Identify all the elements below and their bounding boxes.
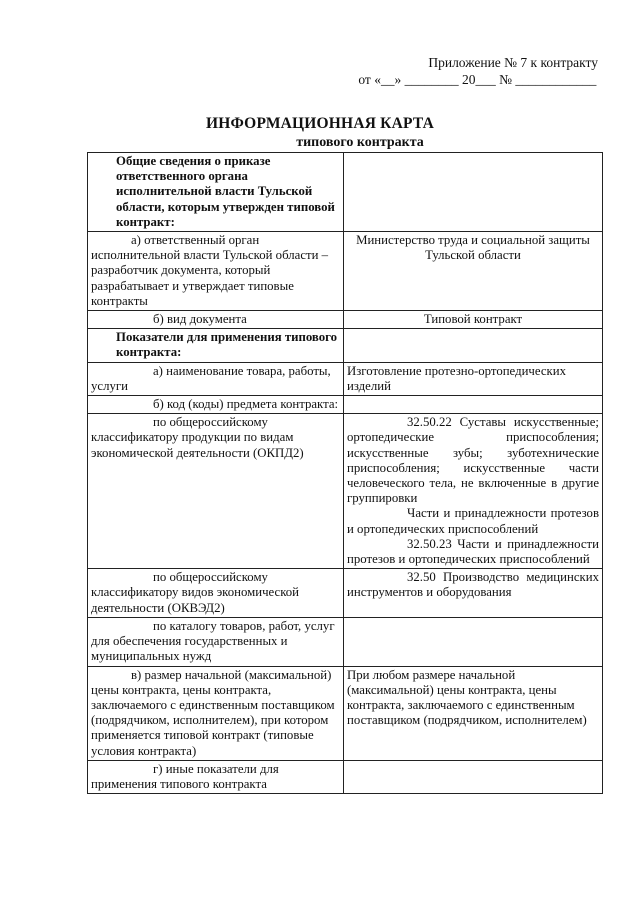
table-row bbox=[88, 414, 603, 569]
document-subtitle: типового контракта bbox=[296, 135, 424, 150]
info-card-table bbox=[87, 152, 603, 794]
section-header-indicators: Показатели для применения типового контракта: bbox=[88, 329, 344, 362]
cell-label: б) вид документа bbox=[88, 311, 344, 329]
cell-label: а) наименование товара, работы, услуги bbox=[88, 362, 344, 395]
cell-value: 32.50 Производство медицинских инструментов и оборудования bbox=[344, 569, 603, 618]
cell-value-okpd2 bbox=[344, 414, 603, 569]
cell-label: б) код (коды) предмета контракта: bbox=[88, 396, 344, 414]
okpd2-code-1-parts: Части и принадлежности протезов и ортопедических приспособлений bbox=[347, 506, 599, 536]
table-row bbox=[88, 311, 603, 329]
cell-value bbox=[344, 329, 603, 362]
cell-value: При любом размере начальной (максимальной) цены контракта, цены контракта, заключаемого с единственным поставщиком (подрядчиком, исполнителем) bbox=[344, 666, 603, 760]
section-header-general: Общие сведения о приказе ответственного органа исполнительной власти Тульской области, которым утвержден типовой контракт: bbox=[88, 153, 344, 232]
table-row bbox=[88, 617, 603, 666]
cell-value bbox=[344, 153, 603, 232]
cell-label: а) ответственный орган исполнительной власти Тульской области – разработчик документа, который разрабатывает и утверждает типовые контракты bbox=[88, 232, 344, 311]
cell-label: в) размер начальной (максимальной) цены контракта, цены контракта, заключаемого с единственным поставщиком (подрядчиком, исполнителем), при котором применяется типовой контракт (типовые условия контракта) bbox=[88, 666, 344, 760]
cell-value: Изготовление протезно-ортопедических изделий bbox=[344, 362, 603, 395]
annex-line-2: от «__» ________ 20___ № ____________ bbox=[358, 72, 597, 87]
cell-value bbox=[344, 396, 603, 414]
document-title: ИНФОРМАЦИОННАЯ КАРТА bbox=[205, 115, 435, 132]
table-row bbox=[88, 396, 603, 414]
cell-value: Типовой контракт bbox=[344, 311, 603, 329]
cell-label: по каталогу товаров, работ, услуг для обеспечения государственных и муниципальных нужд bbox=[88, 617, 344, 666]
cell-label: г) иные показатели для применения типового контракта bbox=[88, 760, 344, 793]
table-row bbox=[88, 329, 603, 362]
cell-label: по общероссийскому классификатору видов экономической деятельности (ОКВЭД2) bbox=[88, 569, 344, 618]
cell-value bbox=[344, 617, 603, 666]
okpd2-code-2: 32.50.23 Части и принадлежности протезов и ортопедических приспособлений bbox=[347, 536, 599, 567]
table-row bbox=[88, 569, 603, 618]
cell-value bbox=[344, 760, 603, 793]
annex-line-1: Приложение № 7 к контракту bbox=[428, 55, 598, 70]
table-row bbox=[88, 232, 603, 311]
table-row bbox=[88, 153, 603, 232]
table-row bbox=[88, 760, 603, 793]
table-row bbox=[88, 666, 603, 760]
cell-label: по общероссийскому классификатору продукции по видам экономической деятельности (ОКПД2) bbox=[88, 414, 344, 569]
annex-header bbox=[358, 54, 598, 88]
table-row bbox=[88, 362, 603, 395]
okpd2-code-1: 32.50.22 Суставы искусственные; ортопедические приспособления; искусственные зубы; зуботехнические приспособления; искусственные части человеческого тела, не включенные в другие группировки bbox=[347, 415, 599, 506]
cell-value: Министерство труда и социальной защиты Тульской области bbox=[344, 232, 603, 311]
